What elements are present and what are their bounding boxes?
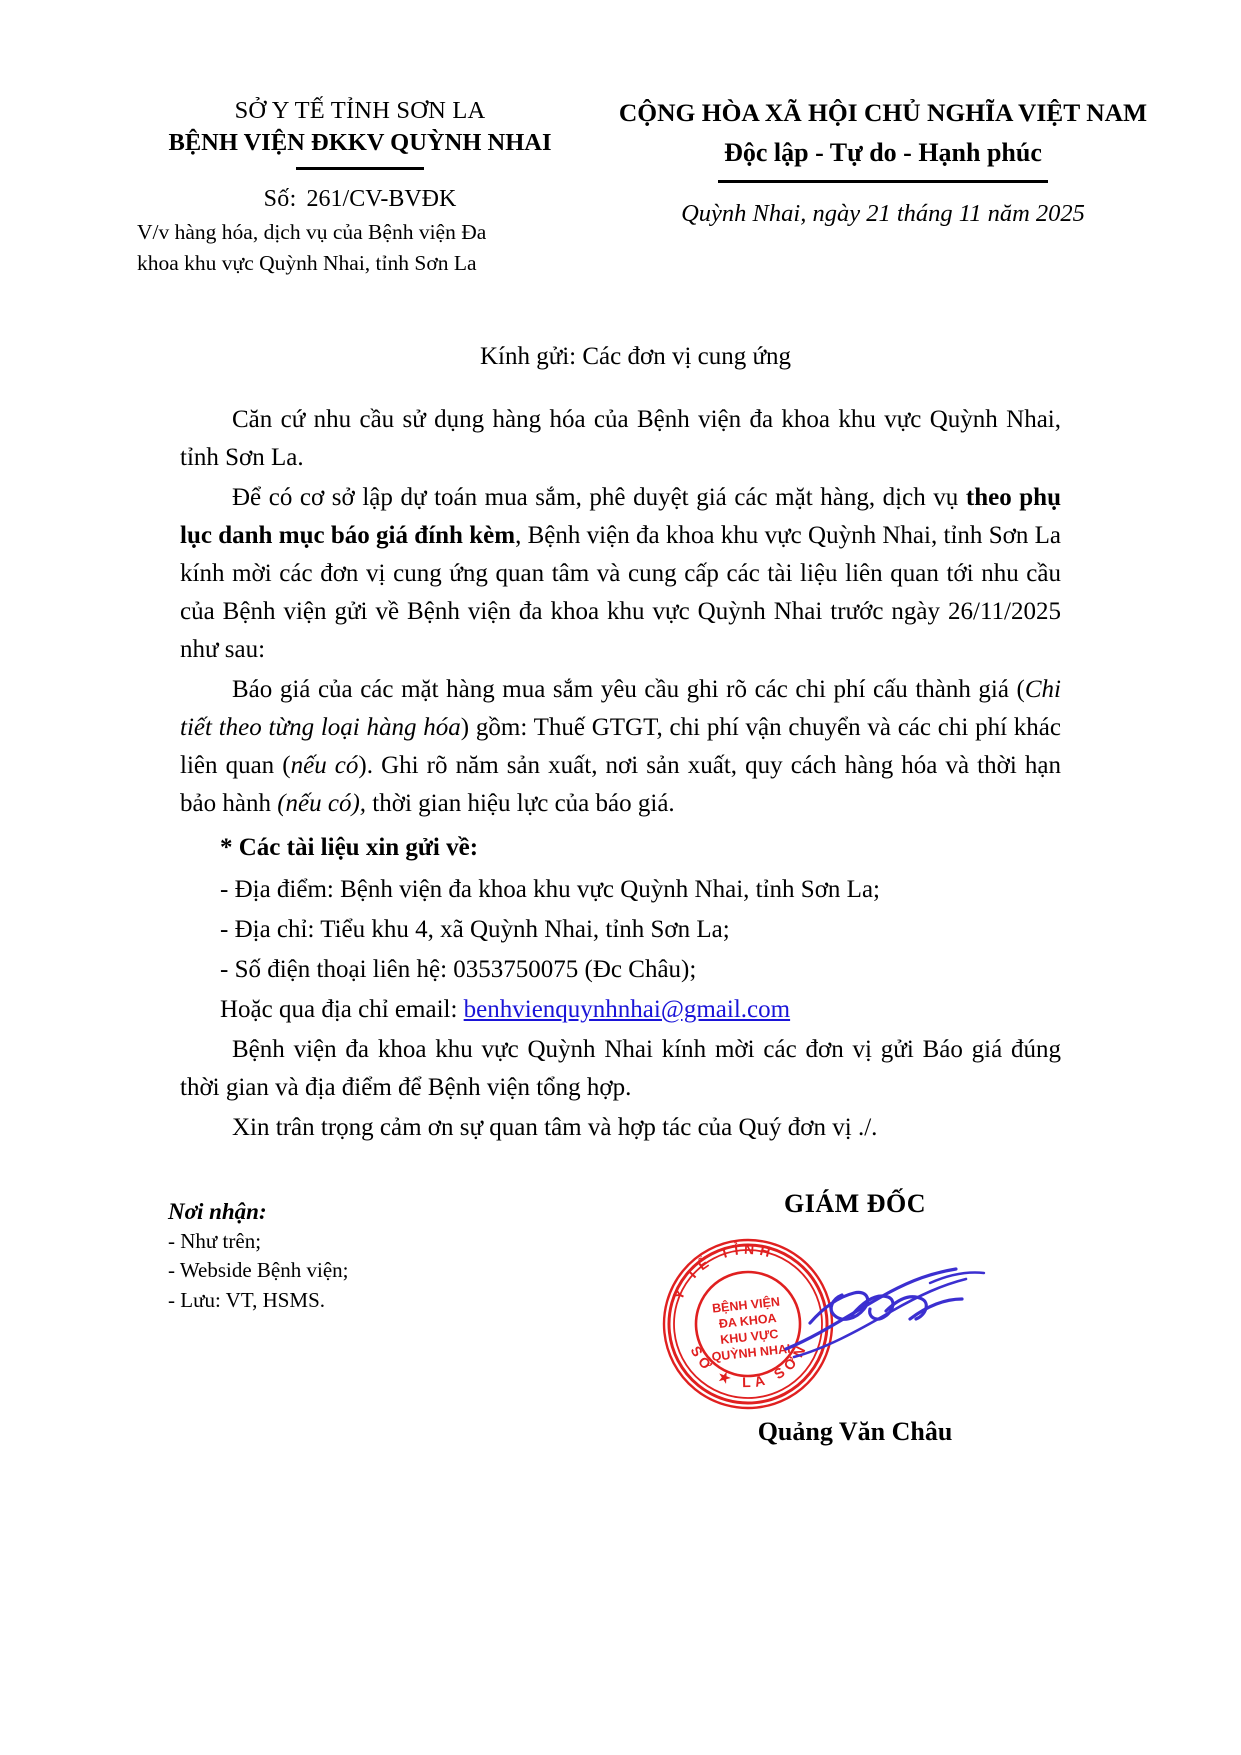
purpose-text-b: , Bệnh viện đa khoa khu vực Quỳnh Nhai, tỉnh Sơn La kính mời các đơn vị cung ứng quan tâm và cung cấp các tài liệu liên quan tới nhu cầu của Bệnh viện gửi về Bệnh viện đa khoa khu vực Quỳnh Nhai trước ngày 26/11/2025 như sau:: [180, 521, 1061, 663]
quote-text-d: thời gian hiệu lực của báo giá.: [366, 789, 675, 817]
subject-line-2: khoa khu vực Quỳnh Nhai, tỉnh Sơn La: [137, 250, 477, 275]
recipients-list-title: Nơi nhận:: [168, 1198, 267, 1224]
paragraph-thanks: Xin trân trọng cảm ơn sự quan tâm và hợp tác của Quý đơn vị ./.: [232, 1113, 878, 1141]
svg-text:QUỲNH NHAI: QUỲNH NHAI: [710, 1341, 792, 1364]
document-number-value: 261/CV-BVĐK: [306, 186, 457, 213]
national-title: CỘNG HÒA XÃ HỘI CHỦ NGHĨA VIỆT NAM: [618, 98, 1148, 127]
seal-and-signature-area: [640, 1223, 1070, 1413]
submission-address: - Địa chỉ: Tiểu khu 4, xã Quỳnh Nhai, tỉnh Sơn La;: [220, 915, 730, 943]
svg-text:BỆNH VIỆN: BỆNH VIỆN: [711, 1294, 781, 1316]
email-link[interactable]: benhvienquynhnhai@gmail.com: [463, 995, 791, 1023]
national-motto: Độc lập - Tự do - Hạnh phúc: [724, 138, 1042, 168]
quote-italic-3: (nếu có),: [277, 789, 367, 817]
email-prefix-label: Hoặc qua địa chỉ email:: [220, 995, 464, 1023]
recipients-list-block: [168, 1199, 588, 1316]
purpose-text-a: Để có cơ sở lập dự toán mua sắm, phê duyệt giá các mặt hàng, dịch vụ: [232, 483, 966, 511]
recipients-list-item: - Lưu: VT, HSMS.: [168, 1288, 326, 1313]
paragraph-basis: Căn cứ nhu cầu sử dụng hàng hóa của Bệnh viện đa khoa khu vực Quỳnh Nhai, tỉnh Sơn La.: [180, 405, 1061, 471]
recipients-list-item: - Như trên;: [168, 1228, 262, 1253]
official-seal-stamp: [646, 1221, 850, 1425]
submission-phone: - Số điện thoại liên hệ: 0353750075 (Đc Châu);: [220, 955, 697, 983]
svg-text:KHU VỰC: KHU VỰC: [719, 1326, 780, 1347]
document-body: [180, 371, 1061, 1147]
paragraph-invitation: Bệnh viện đa khoa khu vực Quỳnh Nhai kính mời các đơn vị gửi Báo giá đúng thời gian và địa điểm để Bệnh viện tổng hợp.: [180, 1035, 1061, 1101]
svg-text:Y TẾ TỈNH: Y TẾ TỈNH: [669, 1240, 778, 1302]
recipient-line: Kính gửi: Các đơn vị cung ứng: [479, 342, 792, 370]
document-footer: [0, 1189, 1241, 1519]
submission-location: - Địa điểm: Bệnh viện đa khoa khu vực Quỳnh Nhai, tỉnh Sơn La;: [220, 875, 880, 903]
header-divider-left: [296, 167, 424, 170]
national-header-block: [585, 96, 1241, 279]
quote-text-a: Báo giá của các mặt hàng mua sắm yêu cầu ghi rõ các chi phí cấu thành giá (: [232, 675, 1025, 703]
quote-text-c: ). Ghi rõ năm sản xuất, nơi sản xuất, quy cách hàng hóa và thời hạn bảo hành: [180, 751, 1061, 817]
svg-text:SỞ ★ LA SƠN: SỞ ★ LA SƠN: [687, 1338, 811, 1390]
hospital-name: BỆNH VIỆN ĐKKV QUỲNH NHAI: [168, 128, 552, 156]
quote-italic-1: Chi tiết theo từng loại hàng hóa: [180, 675, 1061, 741]
quote-text-b: ) gồm: Thuế GTGT, chi phí vận chuyển và các chi phí khác liên quan (: [180, 713, 1061, 779]
paragraph-purpose: [180, 479, 1061, 669]
signer-title: GIÁM ĐỐC: [784, 1188, 926, 1218]
paragraph-quote-requirements: [180, 671, 1061, 823]
document-number-line: [135, 186, 585, 213]
document-number-label: Số:: [263, 186, 297, 213]
department-name: SỞ Y TẾ TỈNH SƠN LA: [234, 97, 486, 124]
submission-email-line: [180, 991, 1061, 1029]
document-subject: [137, 217, 585, 278]
documents-submission-heading: * Các tài liệu xin gửi về:: [220, 833, 479, 861]
place-and-date: Quỳnh Nhai, ngày 21 tháng 11 năm 2025: [681, 199, 1085, 227]
issuing-authority-block: [135, 96, 585, 279]
document-header: [0, 0, 1241, 279]
purpose-text-bold: theo phụ lục danh mục báo giá đính kèm: [180, 483, 1061, 549]
svg-text:ĐA KHOA: ĐA KHOA: [718, 1310, 778, 1331]
subject-line-1: V/v hàng hóa, dịch vụ của Bệnh viện Đa: [137, 220, 487, 245]
recipients-list-item: - Webside Bệnh viện;: [168, 1258, 349, 1283]
header-divider-right: [718, 180, 1048, 183]
signer-name: Quảng Văn Châu: [757, 1416, 953, 1446]
signature-block: [640, 1189, 1070, 1447]
quote-italic-2: nếu có: [290, 751, 359, 779]
